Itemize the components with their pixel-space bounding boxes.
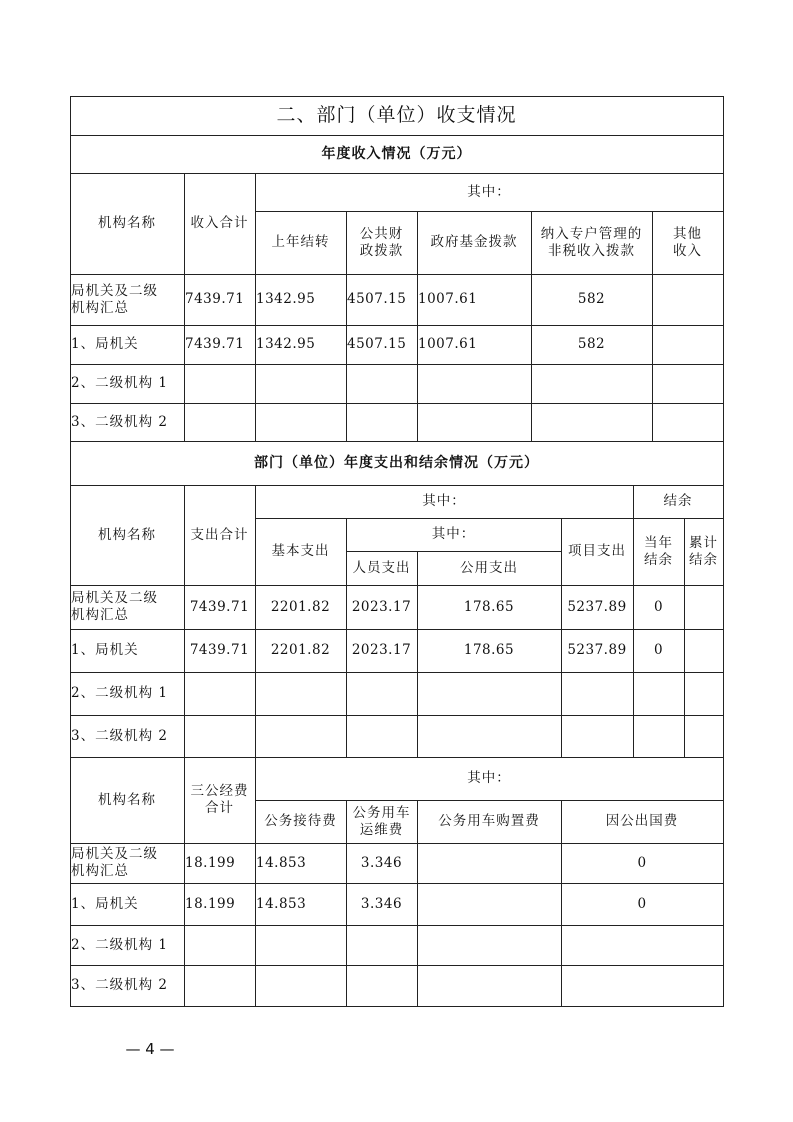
expense-row-2-personnel xyxy=(346,672,417,715)
sangong-col-vehicle-op: 公务用车 运维费 xyxy=(352,804,411,838)
sangong-row-2-vehicle_buy xyxy=(417,925,561,965)
page-number: — 4 — xyxy=(125,1040,175,1058)
income-row-1-nontax: 582 xyxy=(577,336,606,352)
income-row-0-prev: 1342.95 xyxy=(256,291,316,307)
expense-col-among2: 其中： xyxy=(431,526,476,542)
income-row-2-nontax xyxy=(531,364,652,403)
income-row-3-total xyxy=(184,403,256,441)
income-col-other: 其他 收入 xyxy=(673,225,702,259)
expense-row-3-project xyxy=(561,715,633,757)
sangong-row-2-org: 2、二级机构 1 xyxy=(71,936,168,953)
income-row-0-total: 7439.71 xyxy=(185,291,245,307)
expense-row-0-total: 7439.71 xyxy=(189,598,250,615)
income-row-3-prev xyxy=(255,403,347,441)
income-row-2-total xyxy=(184,364,256,403)
income-col-among: 其中： xyxy=(467,183,511,200)
expense-col-org: 机构名称 xyxy=(98,526,156,543)
income-row-3-org: 3、二级机构 2 xyxy=(71,413,168,430)
income-row-1-fiscal: 4507.15 xyxy=(347,336,407,352)
income-row-3-nontax xyxy=(531,403,652,441)
income-row-1-total: 7439.71 xyxy=(185,336,245,352)
income-row-2-fiscal xyxy=(346,364,418,403)
sangong-row-0-vehicle_op: 3.346 xyxy=(360,854,403,871)
sangong-row-0-abroad: 0 xyxy=(637,854,647,871)
expense-heading: 部门（单位）年度支出和结余情况（万元） xyxy=(254,454,539,471)
expense-row-0-cum xyxy=(684,585,723,629)
sangong-col-total: 三公经费 合计 xyxy=(190,783,249,816)
sangong-col-org: 机构名称 xyxy=(98,791,156,808)
sangong-row-2-abroad xyxy=(561,925,723,965)
expense-row-0-personnel: 2023.17 xyxy=(351,598,412,615)
expense-row-0-public: 178.65 xyxy=(463,598,515,615)
sangong-row-3-org: 3、二级机构 2 xyxy=(71,977,168,993)
expense-row-3-cum xyxy=(684,715,723,757)
expense-row-0-org: 局机关及二级 机构汇总 xyxy=(71,590,158,623)
income-row-0-org: 局机关及二级 机构汇总 xyxy=(71,282,158,316)
expense-row-1-project: 5237.89 xyxy=(567,642,627,658)
expense-col-project: 项目支出 xyxy=(568,543,626,559)
expense-row-2-org: 2、二级机构 1 xyxy=(71,685,168,701)
expense-row-1-org: 1、局机关 xyxy=(71,642,139,658)
sangong-row-3-total xyxy=(184,965,256,1006)
sangong-row-0-total: 18.199 xyxy=(185,854,236,871)
expense-col-cum-surplus: 累计 结余 xyxy=(689,534,718,568)
expense-row-1-year: 0 xyxy=(653,642,664,658)
sangong-row-3-reception xyxy=(255,965,347,1006)
income-col-fund: 政府基金拨款 xyxy=(430,234,518,250)
sangong-row-3-vehicle_op xyxy=(346,965,417,1006)
income-row-2-other xyxy=(652,364,724,403)
income-row-2-prev xyxy=(255,364,347,403)
expense-row-1-basic: 2201.82 xyxy=(270,642,331,658)
expense-col-year-surplus: 当年 结余 xyxy=(644,534,673,568)
expense-row-2-project xyxy=(561,672,633,715)
expense-row-2-cum xyxy=(684,672,723,715)
sangong-col-reception: 公务接待费 xyxy=(264,813,337,829)
expense-col-basic: 基本支出 xyxy=(271,543,330,559)
income-row-2-org: 2、二级机构 1 xyxy=(71,375,168,391)
expense-row-0-year: 0 xyxy=(653,598,664,615)
expense-row-0-project: 5237.89 xyxy=(567,598,627,615)
page-title: 二、部门（单位）收支情况 xyxy=(276,104,517,126)
expense-col-among: 其中： xyxy=(422,493,466,509)
income-row-2-fund xyxy=(417,364,532,403)
sangong-row-2-reception xyxy=(255,925,347,965)
expense-row-1-total: 7439.71 xyxy=(189,642,250,658)
expense-row-2-public xyxy=(417,672,561,715)
sangong-row-0-reception: 14.853 xyxy=(256,854,307,871)
sangong-row-1-total: 18.199 xyxy=(185,895,236,912)
expense-row-1-cum xyxy=(684,629,723,672)
expense-col-public: 公用支出 xyxy=(460,559,518,576)
income-col-fiscal: 公共财 政拨款 xyxy=(359,225,404,259)
sangong-row-1-vehicle_op: 3.346 xyxy=(360,895,403,912)
sangong-row-0-org: 局机关及二级 机构汇总 xyxy=(71,846,158,879)
income-col-total: 收入合计 xyxy=(190,215,249,231)
expense-row-1-personnel: 2023.17 xyxy=(351,642,412,658)
expense-row-2-total xyxy=(184,672,255,715)
sangong-row-3-vehicle_buy xyxy=(417,965,561,1006)
expense-row-3-org: 3、二级机构 2 xyxy=(71,727,168,744)
income-row-0-other xyxy=(652,274,724,325)
sangong-row-2-vehicle_op xyxy=(346,925,417,965)
expense-row-0-basic: 2201.82 xyxy=(270,598,331,615)
expense-col-total: 支出合计 xyxy=(190,526,249,543)
sangong-row-2-total xyxy=(184,925,256,965)
sangong-row-1-vehicle_buy xyxy=(417,883,561,925)
income-row-0-fiscal: 4507.15 xyxy=(347,291,407,307)
income-row-3-fiscal xyxy=(346,403,418,441)
income-row-1-fund: 1007.61 xyxy=(418,336,478,352)
expense-row-3-personnel xyxy=(346,715,417,757)
income-col-nontax: 纳入专户管理的 非税收入拨款 xyxy=(540,225,643,259)
sangong-row-1-abroad: 0 xyxy=(637,895,647,912)
income-row-3-other xyxy=(652,403,724,441)
expense-row-3-basic xyxy=(255,715,346,757)
expense-row-2-basic xyxy=(255,672,346,715)
rule-h xyxy=(70,1006,724,1007)
income-row-0-fund: 1007.61 xyxy=(418,291,478,307)
income-heading: 年度收入情况（万元） xyxy=(321,145,472,162)
sangong-row-1-reception: 14.853 xyxy=(256,895,307,912)
rule-v xyxy=(723,96,724,1007)
income-row-1-org: 1、局机关 xyxy=(71,336,139,352)
expense-row-3-public xyxy=(417,715,561,757)
income-row-0-nontax: 582 xyxy=(577,291,606,307)
sangong-row-1-org: 1、局机关 xyxy=(71,895,139,912)
sangong-col-vehicle-buy: 公务用车购置费 xyxy=(438,813,540,829)
income-row-1-other xyxy=(652,325,724,364)
income-row-1-prev: 1342.95 xyxy=(256,336,316,352)
income-col-prev: 上年结转 xyxy=(271,234,330,250)
expense-row-3-total xyxy=(184,715,255,757)
expense-row-1-public: 178.65 xyxy=(463,642,515,658)
income-col-org: 机构名称 xyxy=(98,215,156,231)
sangong-row-3-abroad xyxy=(561,965,723,1006)
sangong-row-0-vehicle_buy xyxy=(417,843,561,883)
expense-row-3-year xyxy=(633,715,684,757)
income-row-3-fund xyxy=(417,403,532,441)
expense-col-surplus: 结余 xyxy=(663,493,693,509)
sangong-col-abroad: 因公出国费 xyxy=(605,813,679,829)
expense-col-personnel: 人员支出 xyxy=(352,559,411,576)
sangong-col-among: 其中： xyxy=(467,770,511,786)
expense-row-2-year xyxy=(633,672,684,715)
